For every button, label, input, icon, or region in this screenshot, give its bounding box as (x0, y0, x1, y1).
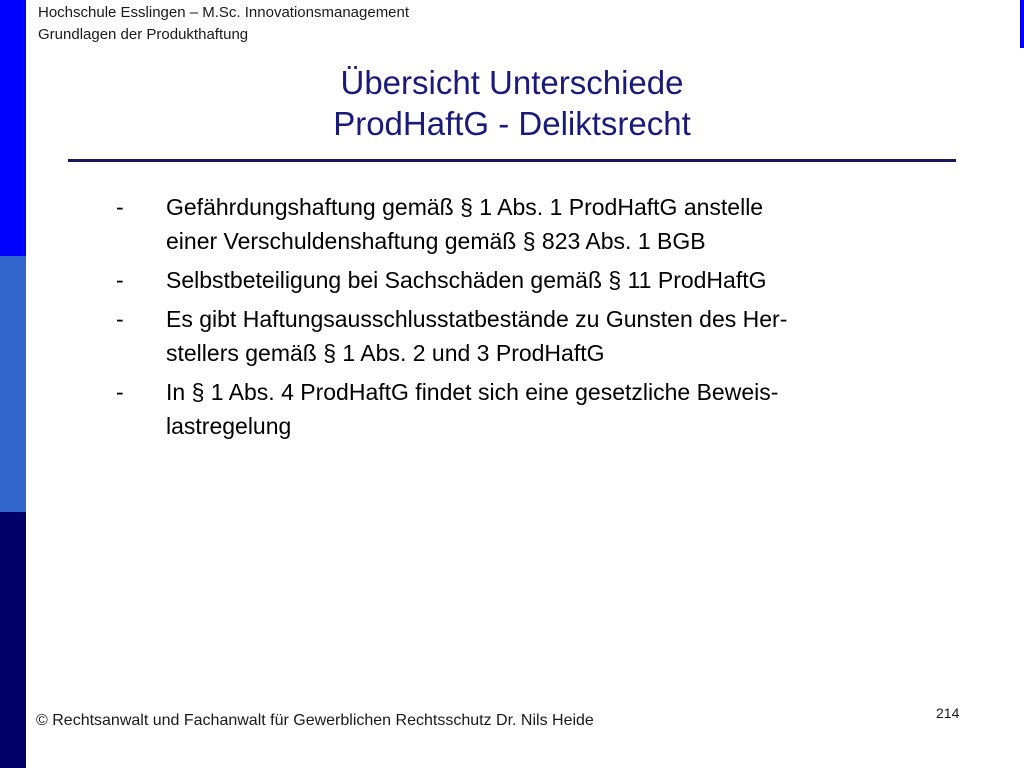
page-number: 214 (936, 705, 960, 721)
bullet-line: In § 1 Abs. 4 ProdHaftG findet sich eine gesetzliche Beweis- (166, 379, 779, 405)
bullet-text (166, 263, 946, 297)
sidebar-block-top (0, 0, 26, 256)
bullet-dash: - (116, 267, 124, 293)
bullet-line: einer Verschuldenshaftung gemäß § 823 Abs. 1 BGB (166, 228, 706, 254)
sidebar-block-middle (0, 256, 26, 512)
bullet-item (116, 263, 946, 297)
header-institution: Hochschule Esslingen – M.Sc. Innovationsmanagement (38, 4, 410, 21)
bullet-item (116, 190, 946, 258)
footer-copyright: © Rechtsanwalt und Fachanwalt für Gewerblichen Rechtsschutz Dr. Nils Heide (36, 712, 594, 729)
bullet-list (116, 190, 946, 448)
right-edge-strip (1020, 0, 1024, 48)
bullet-dash: - (116, 379, 124, 405)
bullet-line: Gefährdungshaftung gemäß § 1 Abs. 1 ProdHaftG anstelle (166, 194, 764, 220)
bullet-item (116, 302, 946, 370)
bullet-text (166, 190, 946, 258)
slide-title (60, 62, 964, 144)
bullet-text (166, 302, 946, 370)
bullet-line: Es gibt Haftungsausschlusstatbestände zu Gunsten des Her- (166, 306, 788, 332)
bullet-dash: - (116, 194, 124, 220)
bullet-line: Selbstbeteiligung bei Sachschäden gemäß § 11 ProdHaftG (166, 267, 767, 293)
bullet-dash: - (116, 306, 124, 332)
bullet-line: stellers gemäß § 1 Abs. 2 und 3 ProdHaftG (166, 340, 605, 366)
bullet-text (166, 375, 946, 443)
title-divider (68, 159, 956, 162)
bullet-line: lastregelung (166, 413, 292, 439)
header-course: Grundlagen der Produkthaftung (38, 26, 249, 43)
slide-title-line-1: Übersicht Unterschiede (340, 64, 684, 101)
bullet-item (116, 375, 946, 443)
sidebar-block-bottom (0, 512, 26, 768)
slide-title-line-2: ProdHaftG - Deliktsrecht (333, 105, 691, 142)
